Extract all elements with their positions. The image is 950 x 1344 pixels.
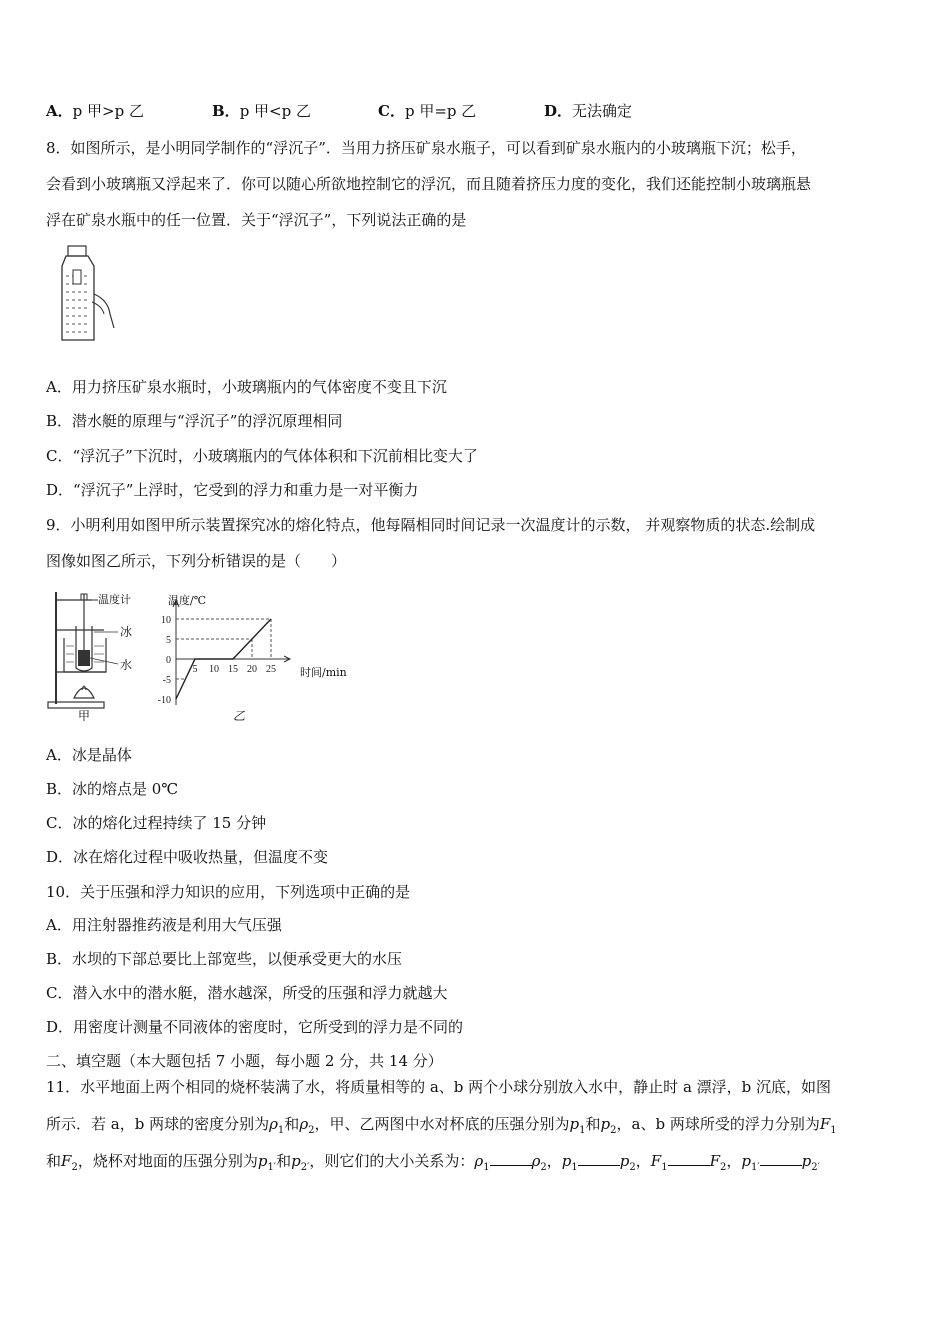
- q7-option-b: B．p 甲<p 乙: [212, 102, 311, 120]
- bottle-figure: [52, 244, 122, 344]
- q10-option-d: D．用密度计测量不同液体的密度时，它所受到的浮力是不同的: [46, 1018, 464, 1036]
- x-tick-label: 25: [266, 664, 276, 675]
- q8-stem-line2: 会看到小玻璃瓶又浮起来了．你可以随心所欲地控制它的浮沉，而且随着挤压力度的变化，我们还能控制小玻璃瓶悬: [46, 175, 812, 193]
- x-tick-label: 20: [247, 664, 257, 675]
- y-tick-label: -10: [157, 695, 171, 706]
- q7-option-d: D．无法确定: [544, 102, 633, 120]
- label-jia: 甲: [78, 709, 91, 723]
- chart-xlabel: 时间/min: [300, 666, 347, 679]
- q7-option-c: C．p 甲=p 乙: [378, 102, 477, 120]
- q10-option-b: B．水坝的下部总要比上部宽些，以便承受更大的水压: [46, 950, 403, 968]
- x-tick-label: 15: [228, 664, 238, 675]
- q10-option-a: A．用注射器推药液是利用大气压强: [46, 916, 282, 934]
- x-tick-label: 10: [209, 664, 219, 675]
- label-water: 水: [120, 658, 133, 672]
- blank-3[interactable]: [668, 1153, 710, 1166]
- q8-option-c: C．“浮沉子”下沉时，小玻璃瓶内的气体体积和下沉前相比变大了: [46, 447, 478, 465]
- blank-4[interactable]: [760, 1153, 802, 1166]
- q9-stem-line1: 9．小明利用如图甲所示装置探究冰的熔化特点，他每隔相同时间记录一次温度计的示数， 并观察物质的状态.绘制成: [46, 516, 816, 534]
- x-tick-label: 5: [192, 664, 198, 675]
- q8-stem-line1: 8．如图所示，是小明同学制作的“浮沉子”．当用力挤压矿泉水瓶子，可以看到矿泉水瓶内的小玻璃瓶下沉；松手，: [46, 139, 806, 157]
- q9-option-c: C．冰的熔化过程持续了 15 分钟: [46, 814, 267, 832]
- q8-option-b: B．潜水艇的原理与“浮沉子”的浮沉原理相同: [46, 412, 343, 430]
- y-tick-label: -5: [162, 675, 171, 686]
- q8-stem-line3: 浮在矿泉水瓶中的任一位置．关于“浮沉子”，下列说法正确的是: [46, 211, 467, 229]
- q9-option-a: A．冰是晶体: [46, 746, 132, 764]
- q8-option-d: D．“浮沉子”上浮时，它受到的浮力和重力是一对平衡力: [46, 481, 419, 499]
- q9-option-d: D．冰在熔化过程中吸收热量，但温度不变: [46, 848, 329, 866]
- label-thermometer: 温度计: [98, 593, 131, 606]
- y-tick-label: 10: [161, 615, 171, 626]
- label-ice: 冰: [120, 625, 133, 639]
- blank-1[interactable]: [490, 1153, 532, 1166]
- q11-line1: 11．水平地面上两个相同的烧杯装满了水，将质量相等的 a、b 两个小球分别放入水中，静止时 a 漂浮，b 沉底，如图: [46, 1078, 832, 1096]
- temperature-chart: [140, 590, 355, 720]
- q10-stem: 10．关于压强和浮力知识的应用，下列选项中正确的是: [46, 883, 411, 901]
- q11-line3: 和$F_2$，烧杯对地面的压强分别为$p_{1'}$和$p_{2'}$，则它们的大小关系为：$\rho_1$ $\rho_2$，$p_1$ $p_2$，$F_1$ $F_2$，$p_{1'}$ $p_{2'}$: [46, 1152, 820, 1173]
- label-yi: 乙: [233, 709, 246, 723]
- q10-option-c: C．潜入水中的潜水艇，潜水越深，所受的压强和浮力就越大: [46, 984, 448, 1002]
- q9-stem-line2: 图像如图乙所示，下列分析错误的是（ ）: [46, 552, 347, 570]
- chart-ylabel: 温度/℃: [168, 594, 207, 607]
- q11-line2: 所示．若 a，b 两球的密度分别为$\rho_1$和$\rho_2$，甲、乙两图中水对杯底的压强分别为$p_1$和$p_2$，a、b 两球所受的浮力分别为$F_1$: [46, 1115, 837, 1136]
- q9-option-b: B．冰的熔点是 0℃: [46, 780, 179, 798]
- y-tick-label: 5: [166, 635, 171, 646]
- q8-option-a: A．用力挤压矿泉水瓶时，小玻璃瓶内的气体密度不变且下沉: [46, 378, 447, 396]
- blank-2[interactable]: [578, 1153, 620, 1166]
- q7-option-a: A．p 甲>p 乙: [46, 102, 144, 120]
- section-2-heading: 二、填空题（本大题包括 7 小题，每小题 2 分，共 14 分）: [46, 1052, 443, 1070]
- y-tick-label: 0: [166, 655, 171, 666]
